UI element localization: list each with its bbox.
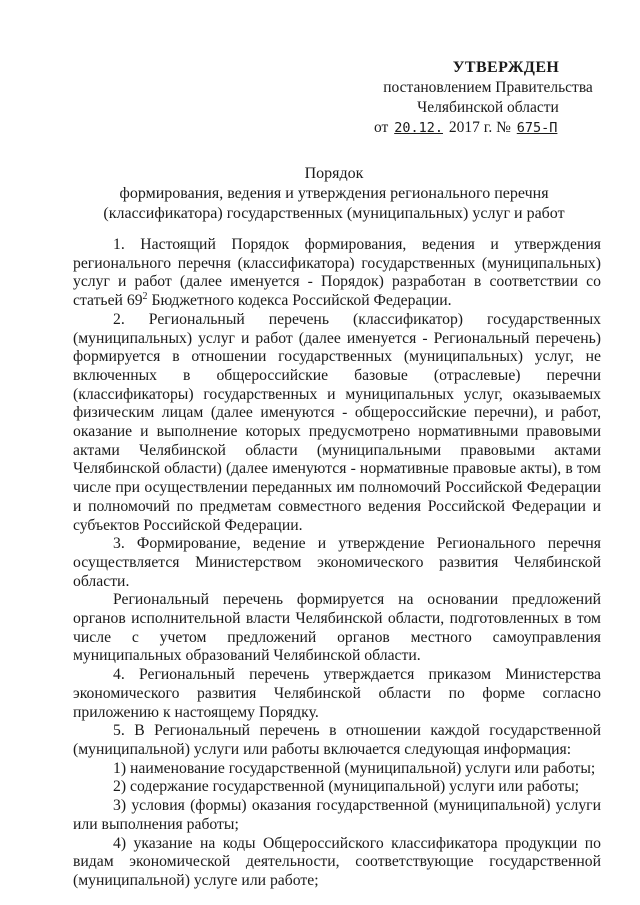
- title-line-1: формирования, ведения и утверждения регионального перечня: [119, 185, 549, 202]
- list-item-1: 1) наименование государственной (муниципальной) услуги или работы;: [113, 759, 596, 777]
- approval-date-line: [372, 118, 604, 138]
- paragraph-1-tail: Бюджетного кодекса Российской Федерации.: [147, 292, 452, 310]
- paragraph-3: 3. Формирование, ведение и утверждение Регионального перечня осуществляется Министерством экономического развития Челябинской области.: [73, 535, 601, 590]
- approval-line-1: постановлением Правительства: [383, 79, 593, 96]
- paragraph-4: 4. Региональный перечень утверждается приказом Министерства экономического развития Челябинской области по форме согласно приложению к настоящему Порядку.: [73, 666, 601, 721]
- paragraph-3b: Региональный перечень формируется на основании предложений органов исполнительной власти Челябинской области, подготовленных в том числе с учетом предложений органов местного самоуправления муниципальных образований Челябинской области.: [73, 591, 601, 665]
- paragraph-1-superscript: 2: [142, 290, 148, 302]
- year-text: 2017 г. №: [448, 119, 511, 136]
- date-value: 20.12.: [394, 120, 443, 136]
- document-title: [66, 164, 602, 224]
- paragraph-2: 2. Региональный перечень (классификатор) государственных (муниципальных) услуг и работ (далее именуется - Региональный перечень) формируется в отношении государственных (муниципальных) услуг, не включенных в общероссийские базовые (отраслевые) перечни (классификаторы) государственных и муниципальных услуг, оказываемых физическим лицам (далее именуются - общероссийские перечни), и работ, оказание и выполнение которых предусмотрено нормативными правовыми актами Челябинской области (муниципальными правовыми актами Челябинской области) (далее именуются - нормативные правовые акты), в том числе при осуществлении переданных им полномочий Российской Федерации и полномочий по предметам совместного ведения Российской Федерации и субъектов Российской Федерации.: [73, 310, 601, 534]
- paragraph-1-text: 1. Настоящий Порядок формирования, ведения и утверждения регионального перечня (классификатора) государственных (муниципальных) услуг и работ (далее именуется - Порядок) разработан в соответствии со статьей 69: [73, 236, 601, 310]
- paragraph-5: 5. В Региональный перечень в отношении каждой государственной (муниципальной) услуги или работы включается следующая информация:: [73, 722, 601, 758]
- title-line-2: (классификатора) государственных (муниципальных) услуг и работ: [103, 205, 565, 222]
- approval-line-2: Челябинской области: [417, 99, 559, 116]
- approval-stamp: [372, 58, 604, 138]
- list-item-2: 2) содержание государственной (муниципальной) услуги или работы;: [113, 778, 580, 796]
- approved-heading: УТВЕРЖДЕН: [452, 59, 560, 76]
- list-item-3: 3) условия (формы) оказания государственной (муниципальной) услуги или выполнения работы;: [73, 797, 601, 833]
- title-heading: Порядок: [304, 165, 364, 182]
- paragraph-1: [73, 236, 601, 311]
- date-prefix: от: [374, 119, 389, 136]
- decree-number: 675-П: [516, 120, 558, 136]
- document-body: [73, 236, 601, 891]
- list-item-4: 4) указание на коды Общероссийского классификатора продукции по видам экономической деятельности, соответствующие государственной (муниципальной) услуге или работе;: [73, 834, 601, 889]
